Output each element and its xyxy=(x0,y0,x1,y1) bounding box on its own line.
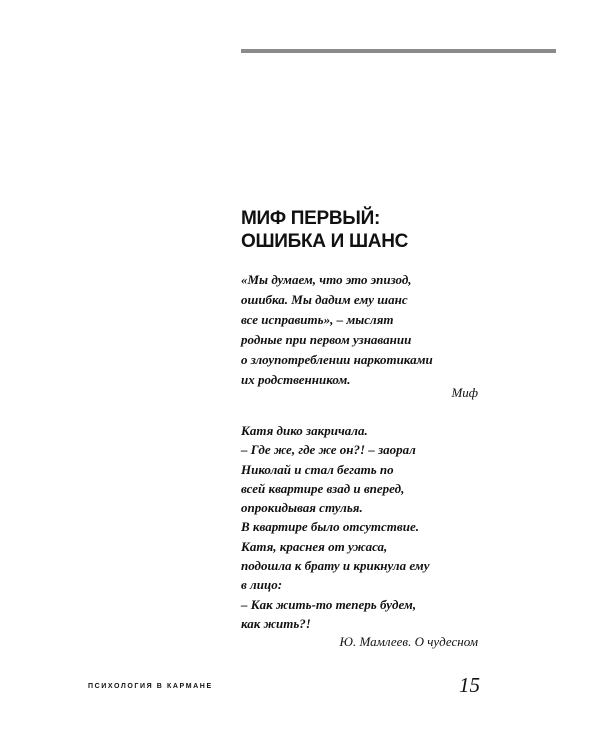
passage-line: Катя дико закричала. xyxy=(241,423,368,438)
chapter-title-line-2: ОШИБКА И ШАНС xyxy=(241,231,409,252)
epigraph-line: «Мы думаем, что это эпизод, xyxy=(241,272,412,287)
passage-line: – Как жить-то теперь будем, xyxy=(241,596,417,612)
epigraph-line: их родственником. xyxy=(241,372,351,387)
epigraph-line: родные при первом узнавании xyxy=(241,332,412,347)
passage-line: как жить?! xyxy=(241,615,311,631)
page-number: 15 xyxy=(459,673,480,697)
passage-line: в лицо: xyxy=(241,577,283,593)
passage-attribution: Ю. Мамлеев. О чудесном xyxy=(339,634,478,649)
chapter-title xyxy=(241,207,561,253)
running-footer-book-title: ПСИХОЛОГИЯ В КАРМАНЕ xyxy=(88,683,213,690)
top-rule xyxy=(241,49,556,53)
quoted-passage xyxy=(241,421,491,633)
epigraph-line: ошибка. Мы дадим ему шанс xyxy=(241,292,408,307)
passage-line: В квартире было отсутствие. xyxy=(241,519,419,535)
passage-line: Николай и стал бегать по xyxy=(241,461,394,477)
chapter-title-line-1: МИФ ПЕРВЫЙ: xyxy=(241,208,380,229)
epigraph-attribution: Миф xyxy=(451,385,478,400)
passage-line: подошла к брату и крикнула ему xyxy=(241,558,430,574)
passage-line: всей квартире взад и вперед, xyxy=(241,480,405,496)
epigraph-line: о злоупотреблении наркотиками xyxy=(241,352,433,367)
epigraph-line: все исправить», – мыслят xyxy=(241,312,394,327)
passage-line: опрокидывая стулья. xyxy=(241,500,363,516)
passage-line: Катя, краснея от ужаса, xyxy=(241,538,388,554)
epigraph xyxy=(241,270,491,390)
passage-line: – Где же, где же он?! – заорал xyxy=(241,442,416,458)
